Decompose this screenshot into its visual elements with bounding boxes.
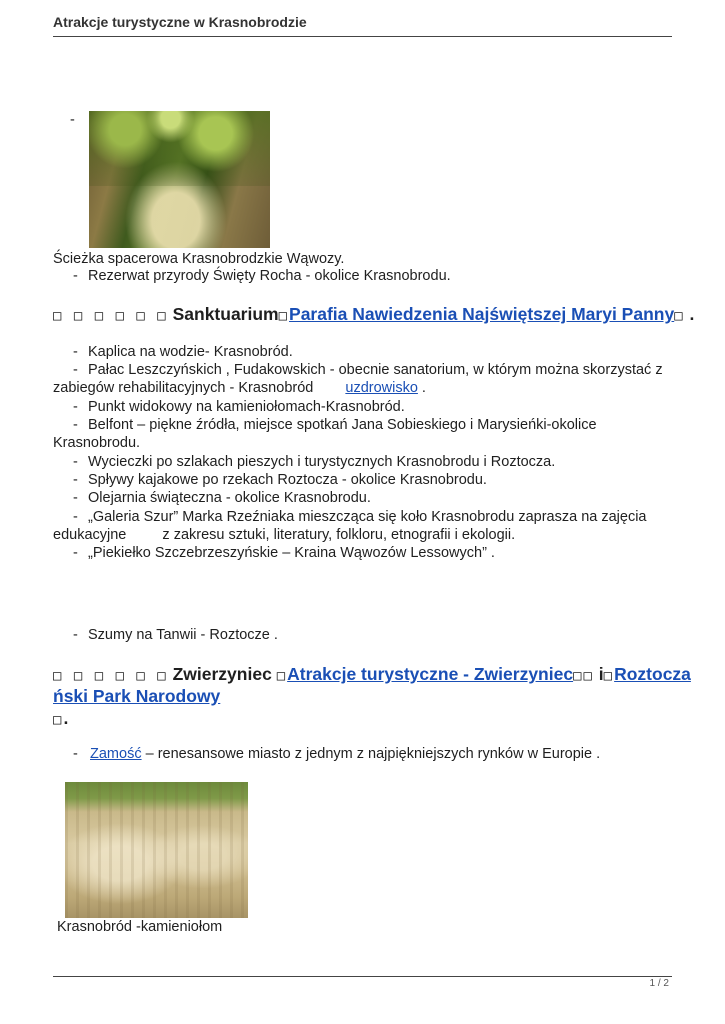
missing-glyph-icon: □ <box>603 668 615 684</box>
zwierzyniec-link[interactable]: Atrakcje turystyczne - Zwierzyniec <box>287 664 574 684</box>
photo2-caption: Krasnobród -kamieniołom <box>57 919 223 935</box>
list-item-text: Punkt widokowy na kamieniołomach-Krasnobród. <box>88 399 405 415</box>
section-heading-continuation <box>53 686 673 707</box>
szumy-text: Szumy na Tanwii - Roztocze . <box>88 627 278 643</box>
list-item: - Rezerwat przyrody Święty Rocha - okolice Krasnobrodu. <box>73 268 451 284</box>
list-item-text: Wycieczki po szlakach pieszych i turystycznych Krasnobrodu i Roztocza. <box>88 454 556 470</box>
section-heading-sanktuarium <box>53 304 695 327</box>
roztocze-park-link-part2[interactable]: ński Park Narodowy <box>53 686 221 706</box>
list-item: - Szumy na Tanwii - Roztocze . <box>73 627 278 643</box>
list-item: - Spływy kajakowe po rzekach Roztocza - okolice Krasnobrodu. <box>73 472 487 488</box>
list-item: - Punkt widokowy na kamieniołomach-Krasnobród. <box>73 399 405 415</box>
missing-glyph-icon: □ <box>674 308 685 324</box>
list-item-tail: . <box>417 380 426 396</box>
photo1-caption: Ścieżka spacerowa Krasnobrodzkie Wąwozy. <box>53 251 345 267</box>
missing-glyph-icon: □□ <box>573 668 594 684</box>
heading-label: Zwierzyniec <box>172 664 272 684</box>
missing-glyph-icon: □ <box>278 308 290 324</box>
list-item: - Zamość – renesansowe miasto z jednym z najpiękniejszych rynków w Europie . <box>73 746 601 762</box>
list-item-text: Spływy kajakowe po rzekach Roztocza - okolice Krasnobrodu. <box>88 472 487 488</box>
parafia-link[interactable]: Parafia Nawiedzenia Najświętszej Maryi Panny <box>289 304 675 324</box>
list-item-text: „Piekiełko Szczebrzeszyńskie – Kraina Wąwozów Lessowych” . <box>88 545 495 561</box>
list-item: - „Piekiełko Szczebrzeszyńskie – Kraina Wąwozów Lessowych” . <box>73 545 495 561</box>
missing-glyph-icon: □ <box>276 668 288 684</box>
footer-divider <box>53 976 672 977</box>
heading-label: Sanktuarium <box>172 304 279 324</box>
missing-glyph-icon: □ <box>53 712 64 728</box>
section-heading-zwierzyniec: □ □ □ □ □ □ Zwierzyniec □Atrakcje turystyczne - Zwierzyniec□□ i□Roztocza <box>53 664 691 684</box>
list-item-continuation: edukacyjne z zakresu sztuki, literatury, folkloru, etnografii i ekologii. <box>53 527 516 543</box>
forest-path-photo <box>89 111 270 248</box>
list-item: - Belfont – piękne źródła, miejsce spotkań Jana Sobieskiego i Marysieńki-okolice <box>73 417 597 433</box>
list-item: - Wycieczki po szlakach pieszych i turystycznych Krasnobrodu i Roztocza. <box>73 454 556 470</box>
page-header-title: Atrakcje turystyczne w Krasnobrodzie <box>53 14 307 30</box>
roztocze-park-link-part1[interactable]: Roztocza <box>614 664 691 684</box>
zamosc-text: – renesansowe miasto z jednym z najpiękniejszych rynków w Europie . <box>141 746 601 762</box>
list-item: - „Galeria Szur” Marka Rzeźniaka mieszcząca się koło Krasnobrodu zaprasza na zajęcia <box>73 509 647 525</box>
page-number: 1 / 2 <box>649 978 669 989</box>
heading-tail: . <box>684 304 695 324</box>
intro-dash: - <box>70 112 75 128</box>
zamosc-link[interactable]: Zamość <box>90 746 142 762</box>
missing-glyphs-icon: □ □ □ □ □ □ <box>53 668 168 684</box>
quarry-photo <box>65 782 248 918</box>
list-item: - Olejarnia świąteczna - okolice Krasnobrodu. <box>73 490 371 506</box>
uzdrowisko-link[interactable]: uzdrowisko <box>345 380 418 396</box>
missing-glyphs-icon: □ □ □ □ □ □ <box>53 308 168 324</box>
list-item-continuation: zabiegów rehabilitacyjnych - Krasnobród uzdrowisko . <box>53 380 426 396</box>
rezerwat-text: Rezerwat przyrody Święty Rocha - okolice Krasnobrodu. <box>88 268 451 284</box>
header-divider <box>53 36 672 37</box>
list-item-text: Olejarnia świąteczna - okolice Krasnobrodu. <box>88 490 371 506</box>
section-heading-tail <box>53 708 673 731</box>
heading-tail: . <box>63 708 69 728</box>
list-item-text: Kaplica na wodzie- Krasnobród. <box>88 344 293 360</box>
list-item: - Pałac Leszczyńskich , Fudakowskich - obecnie sanatorium, w którym można skorzystać z <box>73 362 663 378</box>
list-item-continuation: Krasnobrodu. <box>53 435 141 451</box>
list-item: - Kaplica na wodzie- Krasnobród. <box>73 344 293 360</box>
